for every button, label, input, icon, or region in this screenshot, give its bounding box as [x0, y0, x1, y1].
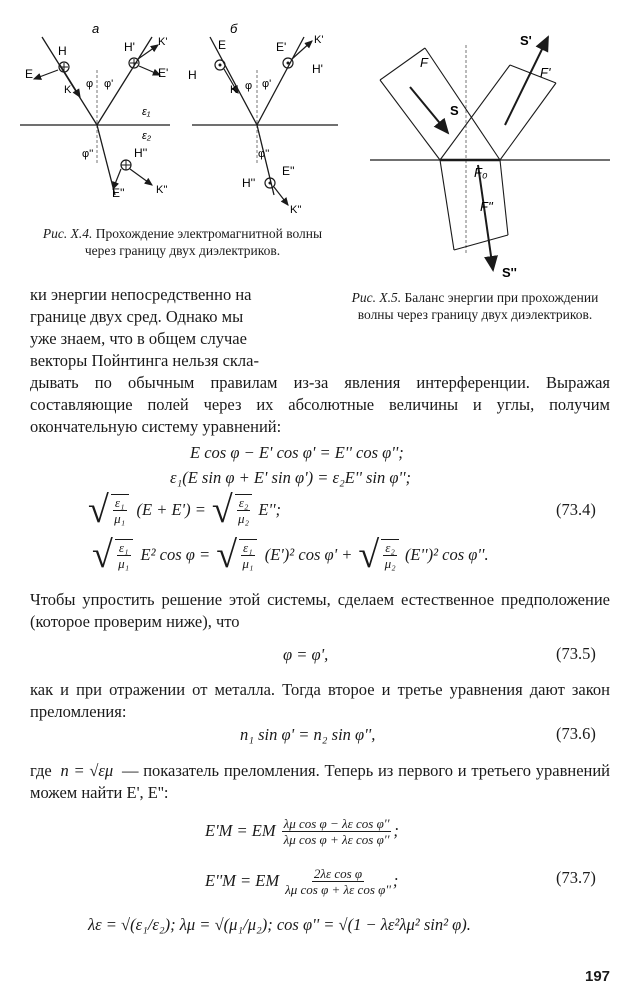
figure-x4-caption [30, 225, 335, 259]
eq-last: λε = √(ε₁/ε₂); λμ = √(μ₁/μ₂); cos φ'' = √(1 − λε²λμ² sin² φ). [88, 915, 471, 934]
svg-text:S: S [450, 103, 459, 118]
svg-text:K: K [64, 84, 72, 96]
svg-text:E': E' [276, 40, 287, 54]
figure-x4-caption-label: Рис. X.4. [42, 226, 93, 241]
fraction: $\frac{\text{ε₂}}{\text{μ₂}}$ [381, 539, 399, 571]
svg-text:K': K' [314, 34, 324, 46]
svg-text:ε₁: ε₁ [142, 106, 151, 118]
page-number: 197 [585, 968, 611, 985]
eq-snell: n₁ sin φ' = n₂ sin φ'', [240, 725, 376, 744]
eq-em-1-lhs: E'M = EM [205, 821, 276, 840]
sqrt-sign: √ [211, 489, 233, 531]
fraction: $\frac{\text{λμ cos φ − λε cos φ''}}{\text{λμ cos φ + λε cos φ''}}$ [283, 815, 390, 847]
svg-text:F: F [420, 55, 428, 70]
svg-text:E'': E'' [112, 186, 125, 200]
eq-4-a: E² cos φ = [140, 545, 211, 564]
svg-text:φ': φ' [262, 78, 272, 90]
svg-text:H'': H'' [134, 146, 148, 160]
svg-text:S': S' [520, 33, 532, 48]
paragraph-1-wrap [30, 284, 325, 372]
svg-text:F'': F'' [480, 199, 493, 214]
panel-a-label: a [92, 21, 100, 36]
sqrt-sign: √ [88, 489, 109, 531]
eq-3-mid: (E + E') = [136, 500, 206, 519]
svg-text:E: E [25, 67, 34, 81]
fraction: $\frac{\text{ε₁}}{\text{μ₁}}$ [239, 539, 257, 571]
svg-text:φ: φ [86, 78, 94, 90]
eq-phi: φ = φ', [283, 645, 329, 664]
figure-x5-caption-label: Рис. X.5. [351, 290, 402, 305]
svg-text:ε₂: ε₂ [142, 130, 152, 142]
paragraph-4-n-def: n = √εμ [60, 761, 114, 780]
eq-1: E cos φ − E' cos φ' = E'' cos φ''; [190, 443, 404, 462]
paragraph-2: Чтобы упростить решение этой системы, сделаем естественное предположение (которое проверим ниже), что [30, 590, 610, 631]
sqrt-sign: √ [92, 534, 113, 576]
svg-text:F': F' [540, 65, 551, 80]
svg-text:K'': K'' [156, 184, 168, 196]
fraction: $\frac{\text{2λε cos φ}}{\text{λμ cos φ + λε cos φ''}}$ [285, 865, 391, 897]
svg-text:H': H' [124, 40, 135, 54]
svg-text:φ: φ [245, 80, 253, 92]
paragraph-4-rest: — показатель преломления. Теперь из первого и третьего уравнений можем найти E', E'': [30, 761, 611, 802]
paragraph-1-line-4: векторы Пойнтинга нельзя скла- [30, 351, 259, 370]
semicolon: ; [392, 871, 399, 890]
svg-text:H': H' [312, 62, 323, 76]
fraction: $\frac{\text{ε₁}}{\text{μ₁}}$ [115, 539, 133, 571]
eq-em-2 [205, 858, 398, 904]
figure-x5 [370, 15, 615, 285]
sqrt-sign: √ [216, 534, 238, 576]
eq-number-73-4: (73.4) [556, 500, 596, 519]
eq-em-1 [205, 808, 399, 854]
figure-x4-caption-text: Прохождение электромагнитной волны через границу двух диэлектриков. [84, 226, 323, 258]
eq-number-73-7: (73.7) [556, 868, 596, 887]
eq-4 [92, 535, 489, 575]
svg-text:H: H [188, 68, 197, 82]
svg-text:E'': E'' [282, 164, 295, 178]
eq-number-73-6: (73.6) [556, 724, 596, 743]
figure-x4 [20, 15, 340, 220]
eq-4-b: (E')² cos φ' + [264, 545, 353, 564]
svg-text:H'': H'' [242, 176, 256, 190]
paragraph-3: как и при отражении от металла. Тогда второе и третье уравнения дают закон преломления: [30, 680, 610, 721]
svg-text:F₀: F₀ [474, 165, 488, 180]
sqrt-sign: √ [358, 534, 380, 576]
figure-x5-caption-text: Баланс энергии при прохождении волны через границу двух диэлектриков. [357, 290, 599, 322]
fraction: $\frac{\text{ε₁}}{\text{μ₁}}$ [111, 494, 129, 526]
eq-number-73-5: (73.5) [556, 644, 596, 663]
fraction: $\frac{\text{ε₂}}{\text{μ₂}}$ [235, 494, 253, 526]
svg-text:φ'': φ'' [82, 148, 94, 160]
eq-3 [88, 490, 281, 530]
paragraph-1-line-1: ки энергии непосредственно на [30, 285, 252, 304]
paragraph-1-rest: дывать по обычным правилам из-за явления интерференции. Выражая составляющие полей через их абсолютные величины и углы, получим окончательную систему уравнений: [30, 373, 610, 436]
paragraph-4 [30, 760, 610, 804]
svg-text:φ': φ' [104, 78, 114, 90]
paragraph-1-line-2: границе двух сред. Однако мы [30, 307, 244, 326]
eq-2: ε₁(E sin φ + E' sin φ') = ε₂E'' sin φ''; [170, 468, 412, 487]
svg-text:K'': K'' [290, 204, 302, 216]
eq-4-c: (E'')² cos φ''. [404, 545, 489, 564]
svg-text:H: H [58, 44, 67, 58]
eq-em-2-lhs: E''M = EM [205, 871, 280, 890]
svg-text:E: E [218, 38, 227, 52]
paragraph-4-where: где [30, 761, 52, 780]
panel-b-label: б [230, 21, 238, 36]
paragraph-1-line-3: уже знаем, что в общем случае [30, 329, 247, 348]
svg-text:S'': S'' [502, 265, 517, 280]
svg-text:K: K [230, 84, 238, 96]
eq-3-end: E''; [258, 500, 281, 519]
semicolon: ; [393, 821, 399, 840]
svg-text:φ'': φ'' [258, 148, 270, 160]
figure-x5-caption [340, 289, 610, 323]
svg-text:K': K' [158, 36, 168, 48]
svg-text:E': E' [158, 66, 169, 80]
